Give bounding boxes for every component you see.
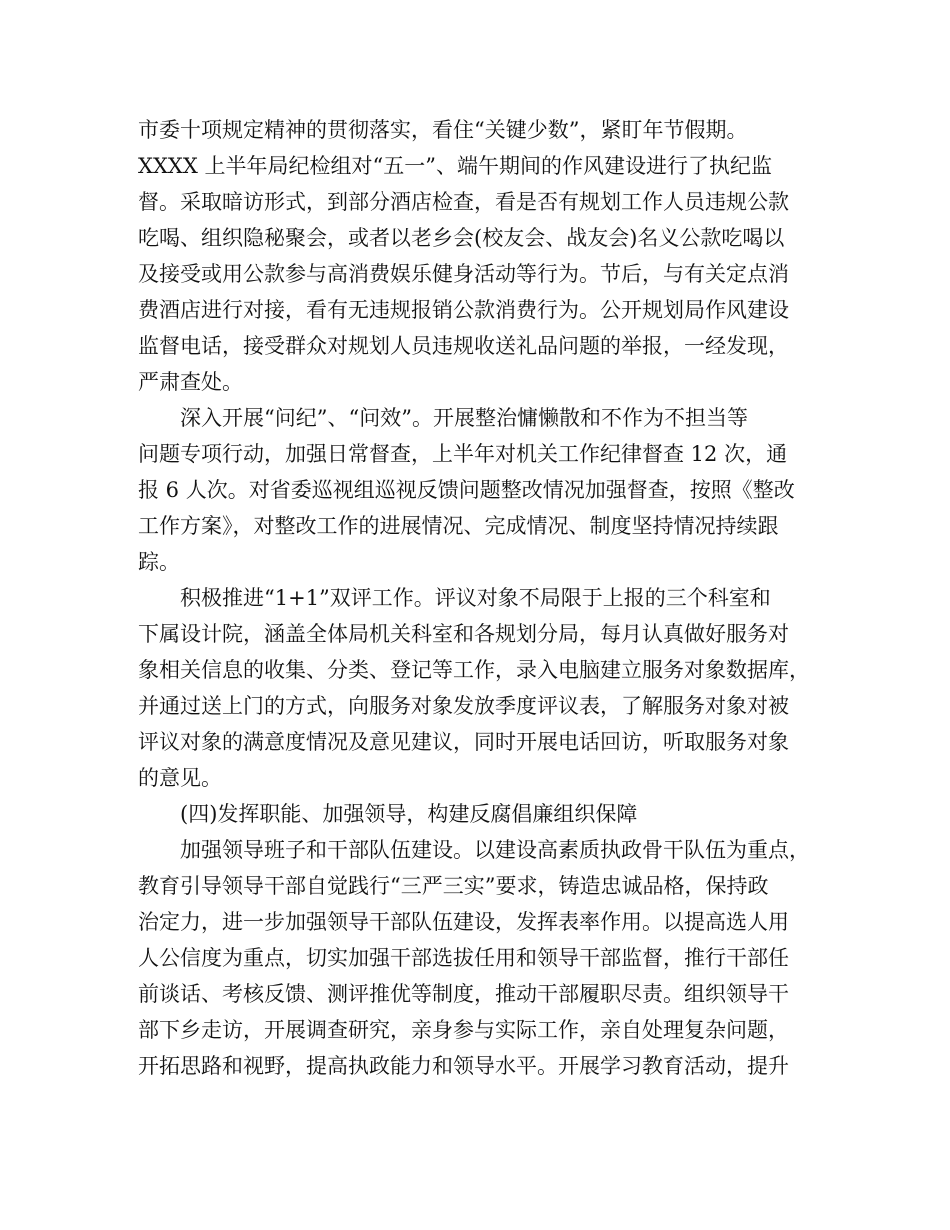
text-line: 象相关信息的收集、分类、登记等工作，录入电脑建立服务对象数据库， — [138, 658, 810, 682]
section-heading: (四)发挥职能、加强领导，构建反腐倡廉组织保障 — [180, 802, 638, 826]
text-line: 报 6 人次。对省委巡视组巡视反馈问题整改情况加强督查，按照《整改 — [138, 478, 795, 502]
text-line: 严肃查处。 — [138, 370, 243, 394]
text-line: 及接受或用公款参与高消费娱乐健身活动等行为。节后，与有关定点消 — [138, 262, 789, 286]
text-line: 教育引导领导干部自觉践行“三严三实”要求，铸造忠诚品格，保持政 — [138, 874, 769, 898]
text-line: 问题专项行动，加强日常督查，上半年对机关工作纪律督查 12 次，通 — [138, 442, 788, 466]
text-line: 开拓思路和视野，提高执政能力和领导水平。开展学习教育活动，提升 — [138, 1054, 789, 1078]
text-line: 治定力，进一步加强领导干部队伍建设，发挥表率作用。以提高选人用 — [138, 910, 789, 934]
paragraph-heading-line: 积极推进“1+1”双评工作。评议对象不局限于上报的三个科室和 — [180, 586, 771, 610]
text-line: 评议对象的满意度情况及意见建议，同时开展电话回访，听取服务对象 — [138, 730, 789, 754]
text-line: 踪。 — [138, 550, 180, 574]
text-line: 工作方案》，对整改工作的进展情况、完成情况、制度坚持情况持续跟 — [138, 514, 779, 538]
text-line: 吃喝、组织隐秘聚会，或者以老乡会(校友会、战友会)名义公款吃喝以 — [138, 226, 785, 250]
text-line: 下属设计院，涵盖全体局机关科室和各规划分局，每月认真做好服务对 — [138, 622, 789, 646]
paragraph-heading-line: 深入开展“问纪”、“问效”。开展整治慵懒散和不作为不担当等 — [180, 406, 748, 430]
text-line: 的意见。 — [138, 766, 222, 790]
text-line: 人公信度为重点，切实加强干部选拔任用和领导干部监督，推行干部任 — [138, 946, 789, 970]
text-line: 费酒店进行对接，看有无违规报销公款消费行为。公开规划局作风建设 — [138, 298, 789, 322]
paragraph-heading-line: 加强领导班子和干部队伍建设。以建设高素质执政骨干队伍为重点， — [180, 838, 810, 862]
text-line: 监督电话，接受群众对规划人员违规收送礼品问题的举报，一经发现， — [138, 334, 789, 358]
text-line: XXXX 上半年局纪检组对“五一”、端午期间的作风建设进行了执纪监 — [138, 154, 772, 178]
text-line: 市委十项规定精神的贯彻落实，看住“关键少数”，紧盯年节假期。 — [138, 118, 748, 142]
text-line: 督。采取暗访形式，到部分酒店检查，看是否有规划工作人员违规公款 — [138, 190, 789, 214]
text-line: 并通过送上门的方式，向服务对象发放季度评议表，了解服务对象对被 — [138, 694, 789, 718]
text-line: 部下乡走访，开展调查研究，亲身参与实际工作，亲自处理复杂问题， — [138, 1018, 789, 1042]
text-line: 前谈话、考核反馈、测评推优等制度，推动干部履职尽责。组织领导干 — [138, 982, 789, 1006]
